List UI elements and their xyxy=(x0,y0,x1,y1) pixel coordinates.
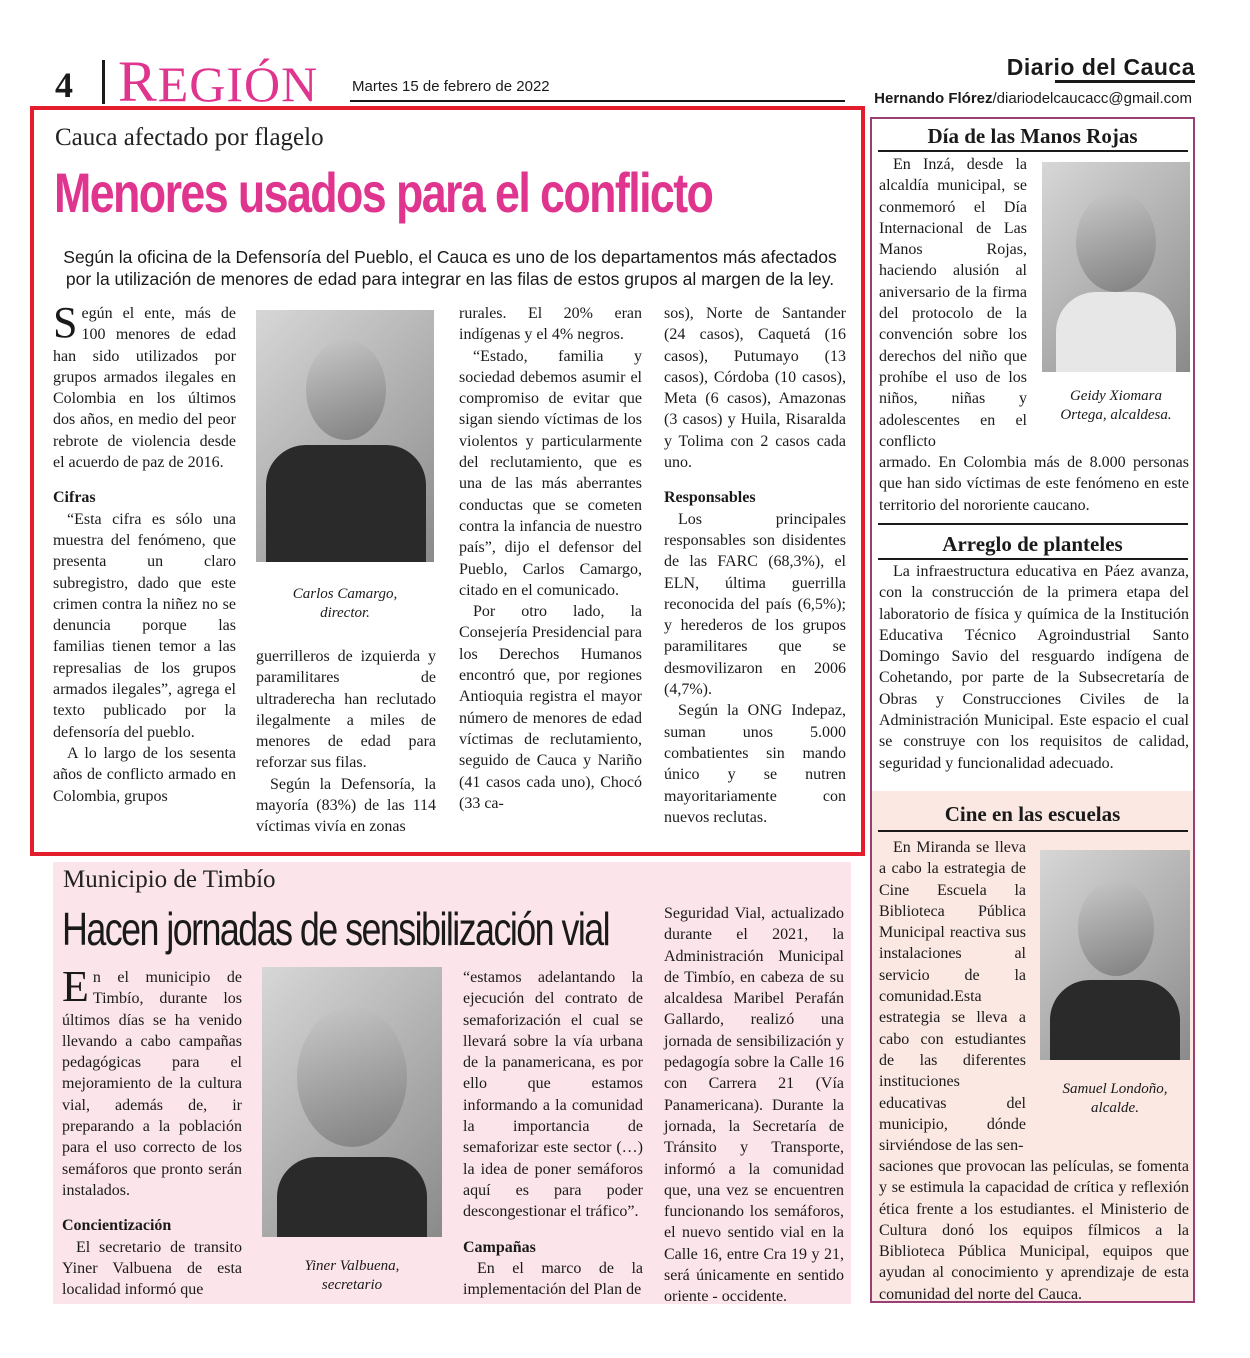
header-divider xyxy=(102,60,105,104)
header-rule xyxy=(350,100,845,102)
brief-planteles-p1: La infraestructura educativa en Páez avanza, con la construcción de la primera etapa del laboratorio de física y química de la Institución Educativa Técnico Agroindustrial Santo Domingo Savio del resguardo indígena de Cohetando, por parte de la Subsecretaría de Obras y Construcciones Civiles de la Administración Municipal. Este espacio el cual se construye con los requisitos de calidad, seguridad y funcionalidad adecuado. xyxy=(879,563,1189,772)
section-title xyxy=(118,48,318,115)
brief-planteles-title: Arreglo de planteles xyxy=(942,532,1123,556)
carlos-camargo-caption xyxy=(256,585,434,623)
second-headline: Hacen jornadas de sensibilización vial xyxy=(62,903,610,955)
caption-line: Geidy Xiomara xyxy=(1069,388,1163,404)
caption-line: director. xyxy=(320,605,370,621)
second-col3-p2: En el marco de la implementación del Plan de xyxy=(463,1259,643,1299)
byline xyxy=(874,90,1192,107)
main-col2-p2: Según la Defensoría, la mayoría (83%) de las 114 víctimas vivía en zonas xyxy=(256,775,436,836)
page-number: 4 xyxy=(55,65,73,105)
second-col1-p1: n el municipio de Timbío, durante los últimos días se ha venido llevando a cabo campañas pedagógicas para el mejoramiento de la cultura vial, además de, ir preparando a la población para el uso correcto de los semáforos que pronto serán instalados. xyxy=(62,969,242,1199)
section-title-rest: EGIÓN xyxy=(157,56,319,112)
main-subhead-cifras: Cifras xyxy=(53,489,96,507)
geidy-ortega-caption xyxy=(1042,387,1190,425)
main-col1-p1: egún el ente, más de 100 menores de edad han sido utilizados por grupos armados ilegales en Colombia en los últimos dos años, en medio del peor rebrote de violencia desde el acuerdo de paz de 2016. xyxy=(53,305,236,472)
caption-line: Ortega, alcaldesa. xyxy=(1060,407,1172,423)
sidebar-rule xyxy=(878,830,1188,832)
caption-line: Carlos Camargo, xyxy=(292,586,398,602)
main-col4-p2: Los principales responsables son disidentes de las FARC (68,3%), el ELN, última guerrilla reconocida del país (6,5%); y herederos de los grupos paramilitares que se desmovilizaron en 2006 (4,7%). xyxy=(664,510,846,699)
caption-line: Samuel Londoño, xyxy=(1062,1081,1168,1097)
main-col3-p1: rurales. El 20% eran indígenas y el 4% negros. xyxy=(459,305,642,344)
caption-line: secretario xyxy=(321,1277,383,1293)
second-column-4 xyxy=(664,903,844,1308)
main-subhead-responsables: Responsables xyxy=(664,489,756,507)
main-col2-p1: guerrilleros de izquierda y paramilitares de ultraderecha han reclutado ilegalmente a miles de menores de edad para reforzar sus filas. xyxy=(256,648,436,772)
brief-manos-rojas-text-bottom xyxy=(879,452,1189,516)
samuel-londono-caption xyxy=(1040,1080,1190,1118)
main-col3-p2: “Estado, familia y sociedad debemos asumir el compromiso de evitar que sigan siendo víctimas de los violentos y particularmente del reclutamiento, que es una de las más aberrantes conductas que se cometen contra la infancia de nuestro país”, dijo el defensor del Pueblo, Carlos Camargo, citado en el comunicado. xyxy=(459,347,642,599)
samuel-londono-photo xyxy=(1040,850,1190,1060)
byline-name: Hernando Flórez xyxy=(874,90,993,107)
brief-cine-title: Cine en las escuelas xyxy=(944,802,1121,826)
caption-line: alcalde. xyxy=(1091,1100,1139,1116)
main-col4-p3: Según la ONG Indepaz, suman unos 5.000 combatientes sin mando único y se nutren mayoritariamente con nuevos reclutas. xyxy=(664,702,846,826)
second-col3-p1: “estamos adelantando la ejecución del contrato de semaforización el cual se llevará sobre la vía urbana de la panamericana, es por ello que estamos informando a la comunidad la importancia de semaforizar este sector (…) la idea de poner semáforos aquí es para poder descongestionar el tráfico”. xyxy=(463,969,643,1221)
second-col1-p2: El secretario de transito Yiner Valbuena de esta localidad informó que xyxy=(62,1238,242,1299)
main-lede: Según la oficina de la Defensoría del Pueblo, el Cauca es uno de los departamentos más afectados por la utilización de menores de edad para integrar en las filas de estos grupos al margen de la ley. xyxy=(63,247,837,289)
brief-cine-p2: saciones que provocan las películas, se fomenta y se estimula la capacidad de crítica y reflexión ética frente a los estudiantes. el Ministerio de Cultura donó los equipos fílmicos a la Biblioteca Pública Municipal, equipos que ayudan al conocimiento y aprendizaje de esta comunidad del norte del Cauca. xyxy=(879,1158,1189,1303)
main-col1-p3: A lo largo de los sesenta años de conflicto armado en Colombia, grupos xyxy=(53,744,236,805)
brief-manos-rojas-text-top xyxy=(879,154,1027,452)
brief-cine-text-top xyxy=(879,837,1026,1156)
second-column-3 xyxy=(463,967,643,1300)
yiner-valbuena-caption xyxy=(262,1257,442,1295)
main-col3-p3: Por otro lado, la Consejería Presidencial para los Derechos Humanos encontró que, por regiones Antioquia registra el mayor número de menores de edad víctimas de reclutamiento, seguido de Cauca y Nariño (41 casos cada uno), Chocó (33 ca- xyxy=(459,603,642,812)
sidebar-rule xyxy=(878,523,1188,525)
main-kicker: Cauca afectado por flagelo xyxy=(55,124,324,151)
main-column-3 xyxy=(459,303,642,814)
second-kicker: Municipio de Timbío xyxy=(63,866,276,893)
carlos-camargo-photo xyxy=(256,310,434,562)
brief-manos-rojas-p2: armado. En Colombia más de 8.000 personas que han sido víctimas de este fenómeno en este territorio del nororiente caucano. xyxy=(879,454,1189,514)
second-subhead-campanas: Campañas xyxy=(463,1238,536,1256)
second-dropcap: E xyxy=(62,962,89,1011)
main-col4-p1: sos), Norte de Santander (24 casos), Caquetá (16 casos), Putumayo (13 casos), Córdoba (10 casos), Meta (6 casos), Amazonas (3 casos) y Huila, Risaralda y Tolima con 2 casos cada uno. xyxy=(664,305,846,472)
second-col4-p1: Seguridad Vial, actualizado durante el 2021, la Administración Municipal de Timbío, en cabeza de su alcaldesa Maribel Perafán Gallardo, realizó una jornada de sensibilización y pedagogía sobre la Calle 16 con Carrera 21 (Vía Panamericana). Durante la jornada, la Secretaría de Tránsito y Transporte, informó a la comunidad que, una vez se encuentren funcionando los semáforos, el nuevo sentido vial en la Calle 16, entre Cra 19 y 21, será únicamente en sentido oriente - occidente. xyxy=(664,905,844,1306)
main-col1-p2: “Esta cifra es sólo una muestra del fenómeno, que presenta un claro subregistro, dado que este crimen contra la niñez no se denuncia porque las familias tienen temor a las represalias de los grupos armados ilegales”, agrega el texto publicado por la defensoría del pueblo. xyxy=(53,510,236,741)
main-column-1 xyxy=(53,298,236,807)
main-column-4 xyxy=(664,303,846,828)
brief-cine-p1: En Miranda se lleva a cabo la estrategia de Cine Escuela la Biblioteca Pública Municipal reactiva sus instalaciones al servicio de la comunidad.Esta estrategia se lleva a cabo con estudiantes de las diferentes instituciones educativas del municipio, dónde sirviéndose de las sen- xyxy=(879,839,1026,1155)
caption-line: Yiner Valbuena, xyxy=(304,1258,400,1274)
yiner-valbuena-photo xyxy=(262,967,442,1237)
sidebar-rule xyxy=(878,558,1188,560)
second-subhead-concientizacion: Concientización xyxy=(62,1217,172,1235)
sidebar-rule xyxy=(878,150,1188,152)
byline-email: /diariodelcaucacc@gmail.com xyxy=(992,90,1192,107)
brief-cine-text-bottom xyxy=(879,1156,1189,1305)
brief-manos-rojas-title: Día de las Manos Rojas xyxy=(927,124,1138,148)
second-column-1 xyxy=(62,962,242,1300)
newspaper-brand: Diario del Cauca xyxy=(1006,54,1195,80)
geidy-ortega-photo xyxy=(1042,162,1190,372)
section-title-initial: R xyxy=(118,49,158,114)
issue-date: Martes 15 de febrero de 2022 xyxy=(352,78,550,95)
main-dropcap: S xyxy=(53,298,78,347)
brief-planteles-text xyxy=(879,561,1189,774)
brand-underline xyxy=(1055,80,1195,83)
main-column-2 xyxy=(256,646,436,838)
main-headline: Menores usados para el conflicto xyxy=(54,161,713,224)
brief-manos-rojas-p1: En Inzá, desde la alcaldía municipal, se conmemoró el Día Internacional de Las Manos Rojas, haciendo alusión al aniversario de la firma del protocolo de la convención sobre los derechos del niño que prohíbe el uso de los niños, niñas y adolescentes en el conflicto xyxy=(879,156,1027,450)
